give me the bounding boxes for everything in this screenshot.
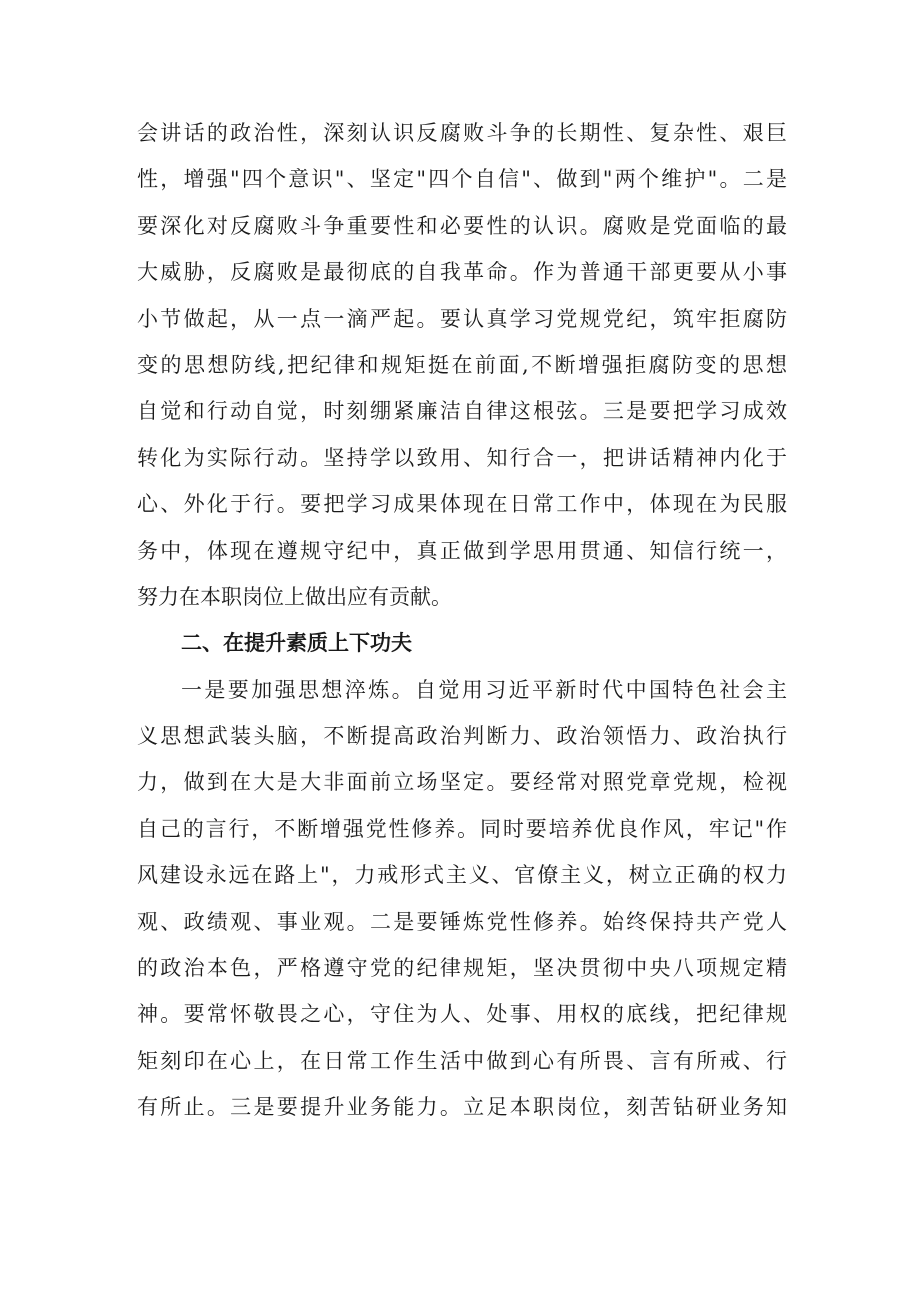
paragraph-section-2 [137,667,787,1131]
paragraph-line: 心、外化于行。要把学习成果体现在日常工作中，体现在为民服 [137,492,787,517]
document-body [137,110,787,1131]
paragraph-line: 神。要常怀敬畏之心，守住为人、处事、用权的底线，把纪律规 [137,1002,787,1027]
paragraph-line: 有所止。三是要提升业务能力。立足本职岗位，刻苦钻研业务知 [137,1095,787,1120]
paragraph-line: 会讲话的政治性，深刻认识反腐败斗争的长期性、复杂性、艰巨 [137,121,787,145]
paragraph-line: 义思想武装头脑，不断提高政治判断力、政治领悟力、政治执行 [137,724,787,749]
paragraph-line: 的政治本色，严格遵守党的纪律规矩，坚决贯彻中央八项规定精 [137,956,787,981]
paragraph-line: 要深化对反腐败斗争重要性和必要性的认识。腐败是党面临的最 [137,213,787,238]
paragraph-line: 力，做到在大是大非面前立场坚定。要经常对照党章党规，检视 [137,770,787,795]
paragraph-line: 矩刻印在心上，在日常工作生活中做到心有所畏、言有所戒、行 [137,1048,787,1073]
paragraph-line: 务中，体现在遵规守纪中，真正做到学思用贯通、知信行统一， [137,538,787,563]
paragraph-line: 性，增强"四个意识"、坚定"四个自信"、做到"两个维护"。二是 [137,167,787,192]
section-heading: 二、在提升素质上下功夫 [181,631,412,656]
paragraph-line: 转化为实际行动。坚持学以致用、知行合一，把讲话精神内化于 [137,445,787,470]
paragraph-line: 大威胁，反腐败是最彻底的自我革命。作为普通干部更要从小事 [137,260,787,285]
paragraph-line: 变的思想防线,把纪律和规矩挺在前面,不断增强拒腐防变的思想 [137,352,787,377]
paragraph-line: 小节做起，从一点一滴严起。要认真学习党规党纪，筑牢拒腐防 [137,306,787,331]
paragraph-line: 自觉和行动自觉，时刻绷紧廉洁自律这根弦。三是要把学习成效 [137,399,787,424]
paragraph-line: 观、政绩观、事业观。二是要锤炼党性修养。始终保持共产党人 [137,909,787,934]
paragraph-line: 自己的言行，不断增强党性修养。同时要培养优良作风，牢记"作 [137,816,787,841]
paragraph-line: 一是要加强思想淬炼。自觉用习近平新时代中国特色社会主 [181,677,787,702]
paragraph-line: 风建设永远在路上"，力戒形式主义、官僚主义，树立正确的权力 [137,863,787,888]
paragraph-continued [137,110,787,620]
paragraph-line: 努力在本职岗位上做出应有贡献。 [137,584,452,609]
